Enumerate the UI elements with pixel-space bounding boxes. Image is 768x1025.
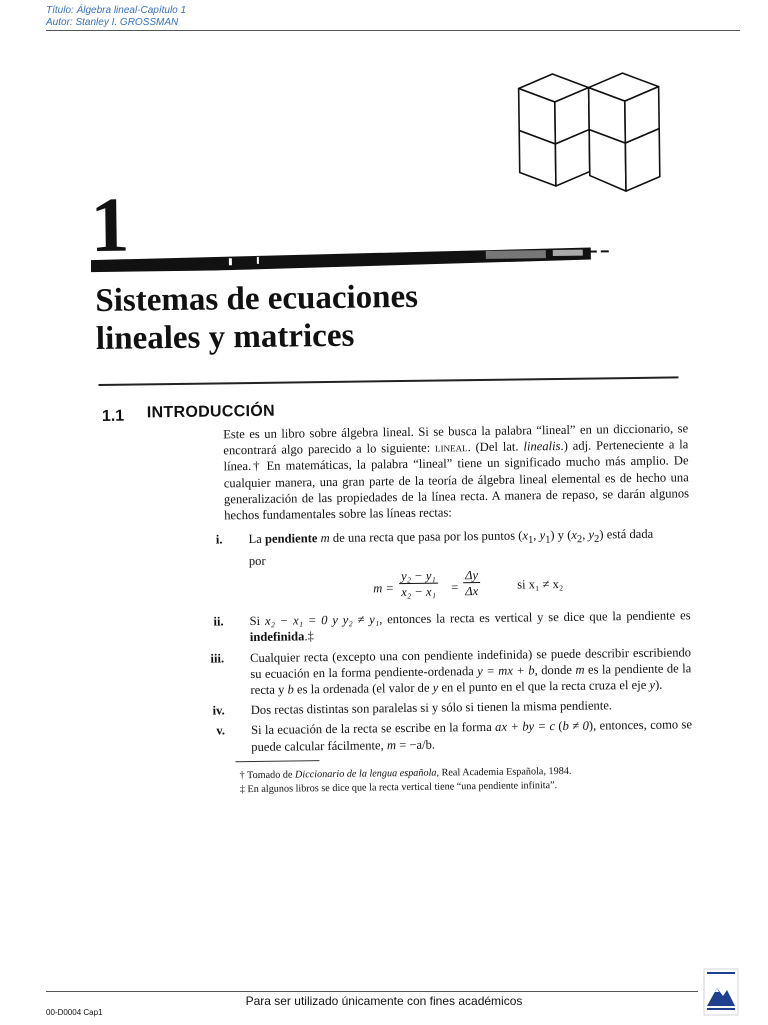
footnote-source: Diccionario de la lengua española bbox=[294, 767, 437, 781]
item-text: ) y ( bbox=[550, 528, 572, 543]
math-b: b bbox=[287, 682, 294, 697]
intro-text: .) adj. Perteneciente a la línea.† En matemáticas, la palabra “lineal” tiene un significado mucho más amplio. De cualquier manera, una gran parte de la teoría de álgebra lineal elemental es de hecho una generalización de las propiedades de la línea recta. A manera de repaso, se darán algunos hechos fundamentales sobre las líneas rectas: bbox=[223, 437, 690, 523]
item-text: .‡ bbox=[304, 629, 314, 644]
item-label: iv. bbox=[212, 703, 225, 718]
footnote-text: † Tomado de bbox=[239, 769, 296, 782]
math-x: x bbox=[571, 527, 578, 543]
item-text: Si bbox=[249, 613, 266, 629]
section-title: INTRODUCCIÓN bbox=[146, 402, 276, 422]
chapter-title-line2: lineales y matrices bbox=[95, 317, 355, 358]
list-item bbox=[210, 644, 692, 699]
chapter-title-bar bbox=[91, 241, 611, 272]
math-condition: b ≠ 0 bbox=[562, 718, 589, 734]
item-text: en el punto en el que la recta cruza el eje bbox=[438, 677, 650, 695]
math-subscript: 2 bbox=[594, 534, 600, 546]
item-text: Cualquier recta (excepto una con pendiente indefinida) se puede describir escribiendo su ecuación en la forma pendiente-ordenada bbox=[249, 644, 692, 681]
footnote-2: ‡ En algunos libros se dice que la recta vertical tiene “una pendiente infinita”. bbox=[239, 780, 558, 796]
item-label: v. bbox=[216, 723, 226, 738]
document-author: Autor: Stanley I. GROSSMAN bbox=[46, 17, 179, 28]
math-subscript: 2 bbox=[576, 534, 583, 546]
math-m: m bbox=[320, 531, 330, 546]
slope-formula bbox=[249, 563, 690, 609]
item-text: , entonces la recta es vertical y se dice que la pendiente es bbox=[379, 608, 691, 627]
fraction-delta bbox=[463, 568, 480, 599]
math-subscript: 1 bbox=[527, 535, 534, 547]
document-code: 00-D0004 Cap1 bbox=[46, 1008, 103, 1017]
math-equation: ax + by = c bbox=[495, 719, 556, 735]
section-divider bbox=[98, 376, 678, 386]
publisher-logo bbox=[703, 968, 739, 1016]
facts-list bbox=[210, 526, 693, 756]
math-y: y bbox=[649, 677, 656, 692]
item-text: ), entonces, como se puede calcular fácilmente, bbox=[251, 717, 693, 754]
math-subscript: 1 bbox=[545, 534, 551, 546]
footer-notice: Para ser utilizado únicamente con fines académicos bbox=[245, 994, 523, 1008]
fraction-denominator: x₂ − x₁ bbox=[401, 584, 437, 600]
term-indefinida: indefinida bbox=[249, 629, 305, 645]
list-item bbox=[212, 696, 692, 718]
list-item bbox=[215, 526, 690, 610]
math-m: m bbox=[575, 662, 585, 677]
formula-equals: = bbox=[451, 580, 459, 595]
item-text: por bbox=[248, 553, 266, 568]
intro-paragraph bbox=[223, 420, 689, 523]
fraction-numerator: y₂ − y₁ bbox=[399, 569, 438, 585]
item-text: = −a/b. bbox=[395, 737, 436, 752]
section-body bbox=[210, 420, 693, 755]
item-label: i. bbox=[215, 532, 223, 547]
item-text: Si la ecuación de la recta se escribe en la forma bbox=[250, 720, 496, 738]
item-text: ( bbox=[554, 719, 563, 734]
chapter-title bbox=[95, 278, 419, 358]
fraction-numerator: Δy bbox=[463, 568, 480, 583]
math-y: y bbox=[539, 528, 546, 543]
intro-text: Este es un libro sobre álgebra lineal. Si se busca la palabra “lineal” en un diccionario, se encontrará algo parecido a lo siguiente: bbox=[223, 421, 689, 458]
math-m: m bbox=[386, 737, 397, 752]
section-number: 1.1 bbox=[101, 407, 125, 425]
item-label: ii. bbox=[213, 614, 224, 629]
fraction-denominator: Δx bbox=[465, 584, 479, 599]
chapter-number: 1 bbox=[89, 180, 128, 269]
item-label: iii. bbox=[210, 650, 225, 666]
item-text: , donde bbox=[534, 662, 576, 678]
math-y: y bbox=[432, 680, 439, 695]
formula-condition: si x₁ ≠ x₂ bbox=[517, 577, 564, 592]
footnote-rule bbox=[235, 760, 319, 762]
intro-text: . (Del lat. bbox=[467, 439, 524, 455]
item-text: ). bbox=[654, 677, 663, 692]
document-title: Título: Álgebra lineal-Capítulo 1 bbox=[46, 5, 187, 16]
math-condition: x₂ − x₁ = 0 y y₂ ≠ y₁ bbox=[264, 612, 380, 628]
cubes-illustration bbox=[514, 69, 668, 199]
lineal-term: lineal bbox=[434, 440, 468, 455]
item-text: , bbox=[533, 528, 540, 543]
footer-rule bbox=[46, 991, 698, 992]
item-text: , bbox=[582, 527, 589, 542]
math-y: y bbox=[588, 527, 595, 542]
term-pendiente: pendiente bbox=[264, 531, 318, 547]
list-item bbox=[213, 607, 691, 645]
footnote-text: , Real Academia Española, 1984. bbox=[436, 765, 572, 779]
item-text: de una recta que pasa por los puntos ( bbox=[329, 528, 523, 546]
fraction-dy-dx bbox=[399, 569, 438, 601]
math-equation: y = mx + b bbox=[477, 663, 535, 678]
latin-term: linealis bbox=[523, 439, 561, 454]
math-x: x bbox=[522, 528, 529, 543]
item-text: La bbox=[248, 532, 266, 547]
item-text: ) está dada bbox=[599, 526, 654, 542]
item-text: Dos rectas distintas son paralelas si y sólo si tienen la misma pendiente. bbox=[250, 698, 613, 718]
formula-lhs: m = bbox=[373, 581, 395, 596]
chapter-title-line1: Sistemas de ecuaciones bbox=[95, 278, 419, 320]
list-item bbox=[216, 717, 693, 755]
item-text: es la ordenada (el valor de bbox=[293, 680, 433, 697]
item-text: es la pendiente de la recta y bbox=[250, 661, 692, 697]
